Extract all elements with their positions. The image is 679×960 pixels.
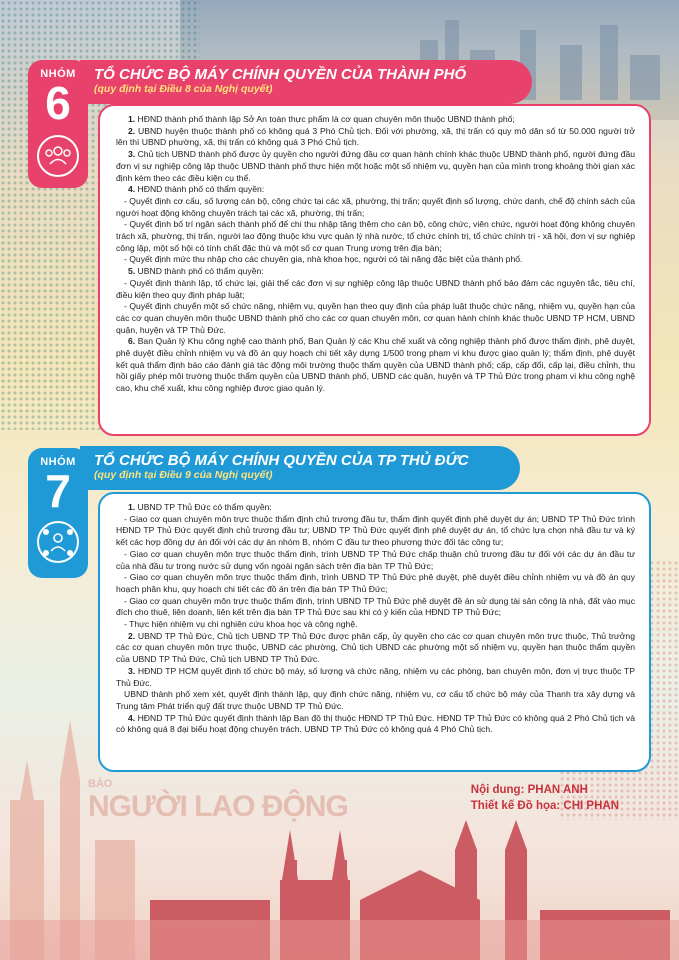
paragraph-text: UBND thành phố có thẩm quyền:: [135, 266, 264, 277]
paragraph: [116, 126, 635, 149]
paragraph-text: - Giao cơ quan chuyên môn trực thuộc thẩm định, trình UBND TP Thủ Đức phê duyệt đề án sử dụng tài sản công là nhà, đất vào mục đích cho thuê, liên doanh, liên kết trên địa bàn TP Thủ Đức sau khi có ý kiến của HĐND TP Thủ Đức;: [116, 595, 635, 618]
group7-label: NHÓM: [40, 456, 76, 468]
group6-content: [98, 104, 651, 436]
paragraph-number: 1.: [128, 114, 136, 124]
group7-content: [98, 492, 651, 772]
paragraph: [116, 184, 635, 196]
paragraph: [116, 278, 635, 301]
paragraph-number: 3.: [128, 149, 136, 160]
paragraph: [116, 514, 635, 549]
credit-content: Nội dung: PHAN ANH: [470, 784, 588, 796]
paragraph: [116, 114, 635, 126]
paragraph: [116, 689, 635, 712]
paragraph: [116, 631, 635, 666]
paragraph-text: - Quyết định cơ cấu, số lượng cán bộ, công chức tại các xã, phường, thị trấn; quyết định số lượng, chức danh, chế độ chính sách của người hoạt động không chuyên trách tại các xã, phường, thị trấn;: [116, 195, 635, 218]
paragraph-text: - Giao cơ quan chuyên môn trực thuộc thẩm định, trình UBND TP Thủ Đức chấp thuận chủ trương đầu tư đối với các dự án đầu tư của nhà đầu tư trong nước sử dụng vốn ngoài ngân sách trên địa bàn TP Thủ Đức;: [116, 548, 635, 571]
paragraph-text: - Quyết định bố trí ngân sách thành phố để chi thu nhập tăng thêm cho cán bộ, công chức, viên chức, người hoạt động không chuyên trách xã, phường, thị trấn, người lao động thuộc khu vực quản lý nhà nước, tổ chức chính trị, tổ chức chính trị - xã hội, đơn vị sự nghiệp công lập, một số hội có tính chất đặc thù và một số cơ quan Trung ương trên địa bàn;: [116, 219, 635, 253]
paragraph-text: - Thực hiện nhiệm vụ chi nghiên cứu khoa học và công nghệ.: [124, 619, 358, 630]
paragraph: [116, 572, 635, 595]
paragraph-text: Chủ tịch UBND thành phố được ủy quyền cho người đứng đầu cơ quan hành chính khác thuộc UBND thành phố, người đứng đầu đơn vị sự nghiệp công lập thuộc UBND thành phố thực hiện một hoặc một số nhiệm vụ, quyền hạn của mình trong khoảng thời gian xác định kèm theo các điều kiện cụ thể.: [116, 149, 635, 183]
paragraph-text: Ban Quản lý Khu công nghệ cao thành phố, Ban Quản lý các Khu chế xuất và công nghiệp thành phố được thẩm định, phê duyệt, phê duyệt điều chỉnh nhiệm vụ và đồ án quy hoạch chi tiết xây dựng 1/500 trong phạm vi khu được giao quản lý; thẩm định, phê duyệt kết quả thẩm định báo cáo đánh giá tác động môi trường thuộc thẩm quyền của UBND thành phố; cấp, cấp đổi, cấp lại, điều chỉnh, thu hồi giấy phép môi trường thuộc thẩm quyền của UBND thành phố, UBND các quận, huyện và TP Thủ Đức trong phạm vi khu công nghệ cao, khu chế xuất, khu công nghiệp được giao quản lý.: [116, 336, 635, 394]
paragraph-text: HĐND thành phố có thẩm quyền:: [135, 184, 265, 195]
newspaper-watermark: [88, 778, 348, 824]
paragraph-text: - Quyết định thành lập, tổ chức lại, giải thể các đơn vị sự nghiệp công lập thuộc UBND thành phố bảo đảm các nguyên tắc, tiêu chí, điều kiện theo quy định pháp luật;: [116, 277, 635, 300]
paragraph: [116, 219, 635, 254]
paragraph-number: 6.: [128, 336, 136, 347]
watermark-big: NGƯỜI LAO ĐỘNG: [88, 790, 348, 823]
group6-number: 6: [45, 77, 71, 129]
paragraph: [116, 666, 635, 689]
paragraph: [116, 619, 635, 631]
paragraph: [116, 196, 635, 219]
paragraph: [116, 254, 635, 266]
paragraph-number: 5.: [128, 266, 136, 277]
paragraph-text: UBND huyện thuộc thành phố có không quá 3 Phó Chủ tịch. Đối với phường, xã, thị trấn có quy mô dân số từ 50.000 người trở lên thì UBND phường, xã, thị trấn có không quá 3 Phó Chủ tịch.: [116, 125, 635, 148]
paragraph-text: UBND TP Thủ Đức có thẩm quyền:: [135, 502, 272, 512]
paragraph-text: HĐND thành phố thành lập Sở An toàn thực phẩm là cơ quan chuyên môn thuộc UBND thành phố;: [135, 114, 515, 124]
paragraph: [116, 336, 635, 395]
network-people-icon: [36, 520, 80, 564]
paragraph-text: - Giao cơ quan chuyên môn trực thuộc thẩm định, trình UBND TP Thủ Đức phê duyệt, phê duyệt điều chỉnh nhiệm vụ và đồ án quy hoạch phân khu, quy hoạch chi tiết các đồ án trên địa bàn TP Thủ Đức;: [116, 572, 635, 594]
paragraph-number: 2.: [128, 125, 136, 136]
watermark-small: BÁO: [88, 778, 113, 790]
group6-header: [80, 60, 532, 104]
paragraph-text: - Quyết định chuyển một số chức năng, nhiệm vụ, quyền hạn theo quy định của pháp luật thuộc chức năng, nhiệm vụ, quyền hạn của các cơ quan chuyên môn thuộc UBND thành phố cho các cơ quan chuyên môn, cơ quan hành chính khác thuộc UBND TP HCM, UBND quận, huyện và TP Thủ Đức.: [116, 301, 635, 335]
paragraph-number: 3.: [128, 665, 136, 676]
paragraph: [116, 149, 635, 184]
paragraph: [116, 549, 635, 572]
paragraph-text: UBND thành phố xem xét, quyết định thành lập, quy định chức năng, nhiệm vụ, cơ cấu tổ chức bộ máy của Thanh tra xây dựng và Trung tâm Phát triển quỹ đất trực thuộc UBND TP Thủ Đức.: [116, 689, 635, 711]
paragraph: [116, 266, 635, 278]
paragraph-number: 2.: [128, 630, 136, 641]
paragraph: [116, 301, 635, 336]
paragraph-number: 1.: [128, 502, 136, 512]
group6-badge: [28, 60, 88, 188]
paragraph-text: UBND TP Thủ Đức, Chủ tịch UBND TP Thủ Đức được phân cấp, ủy quyền cho các cơ quan chuyên môn trực thuộc, Thủ trưởng các cơ quan chuyên môn trực thuộc, UBND các phường, Chủ tịch UBND các phường một số nhiệm vụ, quyền hạn thuộc thẩm quyền của UBND TP Thủ Đức, Chủ tịch UBND TP Thủ Đức.: [116, 630, 635, 665]
paragraph-number: 4.: [128, 712, 136, 723]
credit-design: Thiết kế Đồ họa: CHI PHAN: [470, 800, 619, 812]
paragraph-text: HĐND TP HCM quyết định tổ chức bộ máy, số lượng và chức năng, nhiệm vụ các phòng, ban chuyên môn, đơn vị trực thuộc TP Thủ Đức.: [116, 665, 635, 688]
group6-title: TỔ CHỨC BỘ MÁY CHÍNH QUYỀN CỦA THÀNH PHỐ: [94, 66, 467, 83]
paragraph-text: - Quyết định mức thu nhập cho các chuyên gia, nhà khoa học, người có tài năng đặc biệt của thành phố.: [124, 254, 523, 265]
paragraph-number: 4.: [128, 184, 136, 195]
credits: [471, 784, 619, 812]
paragraph: [116, 596, 635, 619]
paragraph: [116, 502, 635, 514]
paragraph-text: - Giao cơ quan chuyên môn trực thuộc thẩm định chủ trương đầu tư, thẩm định quyết định phê duyệt dự án; UBND TP Thủ Đức trình HĐND TP Thủ Đức quyết định chủ trương đầu tư; UBND TP Thủ Đức quyết định phê duyệt dự án, tổ chức lựa chọn nhà đầu tư và ký kết các hợp đồng dự án đối với các dự án nhóm B, nhóm C đầu tư theo phương thức đối tác công tư;: [116, 513, 635, 548]
group7-header: [80, 446, 520, 490]
group6-subtitle: (quy định tại Điều 8 của Nghị quyết): [94, 83, 273, 95]
group6-label: NHÓM: [40, 68, 76, 80]
people-group-icon: [36, 134, 80, 178]
group7-subtitle: (quy định tại Điều 9 của Nghị quyết): [94, 469, 273, 481]
group7-title: TỔ CHỨC BỘ MÁY CHÍNH QUYỀN CỦA TP THỦ ĐỨC: [94, 452, 469, 469]
group7-badge: [28, 448, 88, 578]
paragraph: [116, 713, 635, 736]
group7-number: 7: [45, 465, 71, 517]
paragraph-text: HĐND TP Thủ Đức quyết định thành lập Ban đô thị thuộc HĐND TP Thủ Đức. HĐND TP Thủ Đức có không quá 2 Phó Chủ tịch và có không quá 8 đại biểu hoạt động chuyên trách. UBND TP Thủ Đức có không quá 4 Phó Chủ tịch.: [116, 712, 635, 735]
